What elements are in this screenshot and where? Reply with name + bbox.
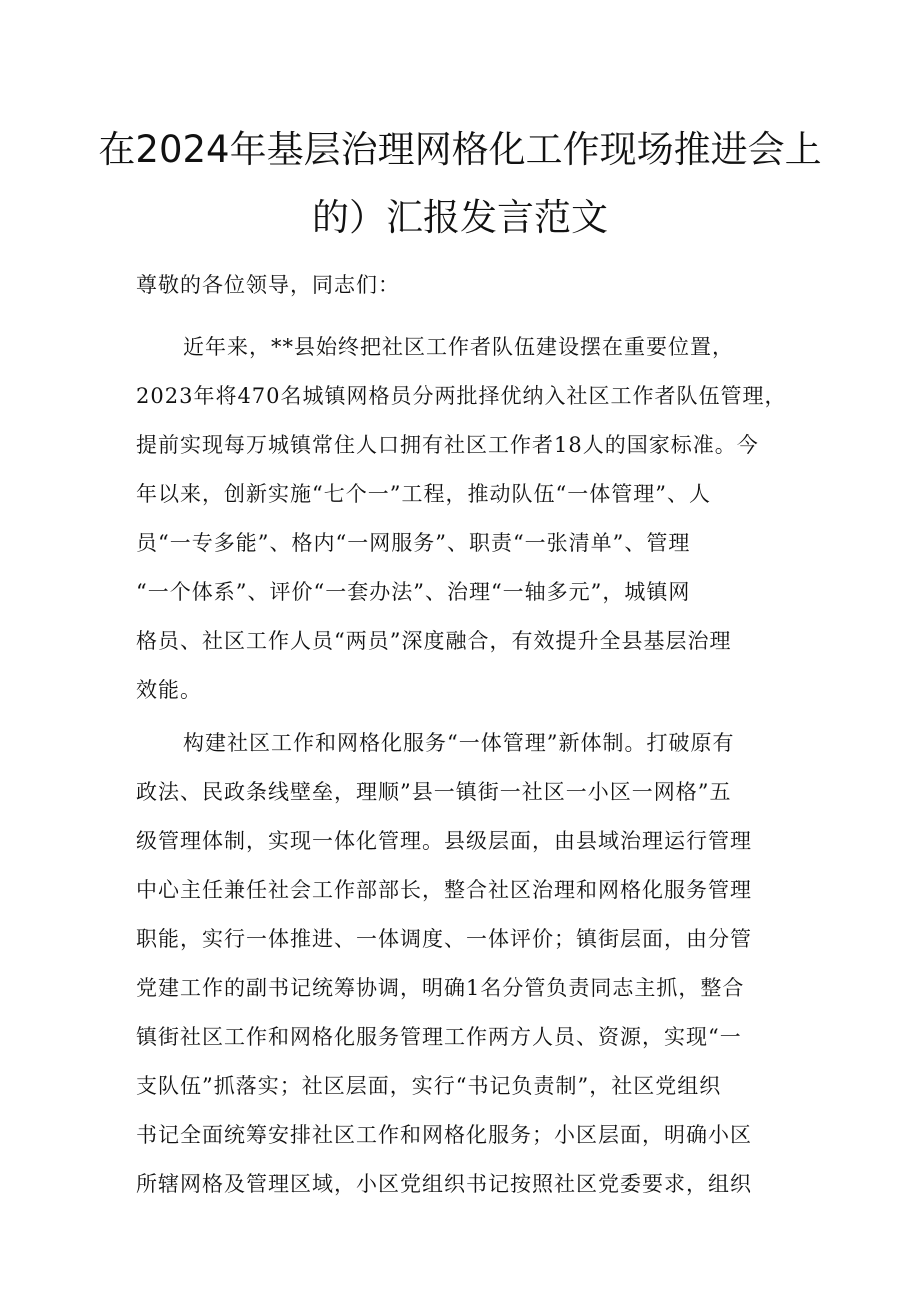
- paragraph-line: 党建工作的副书记统筹协调，明确1名分管负责同志主抓，整合: [136, 976, 745, 1000]
- greeting: 尊敬的各位领导，同志们：: [136, 273, 400, 297]
- paragraph-line: 构建社区工作和网格化服务“一体管理”新体制。打破原有: [183, 731, 735, 755]
- paragraph-line: 级管理体制，实现一体化管理。县级层面，由县域治理运行管理: [136, 829, 752, 853]
- paragraph-line: 员“一专多能”、格内“一网服务”、职责“一张清单”、管理: [136, 531, 691, 555]
- document-title-line-1: 在2024年基层治理网格化工作现场推进会上: [98, 128, 822, 171]
- paragraph-line: 政法、民政条线壁垒，理顺”县一镇街一社区一小区一网格”五: [136, 780, 732, 804]
- document-title-line-2: 的）汇报发言范文: [312, 196, 608, 239]
- paragraph-2: [136, 719, 786, 1209]
- paragraph-line: 书记全面统筹安排社区工作和网格化服务；小区层面，明确小区: [136, 1123, 752, 1147]
- paragraph-line: 年以来，创新实施“七个一”工程，推动队伍“一体管理”、人: [136, 482, 711, 506]
- paragraph-line: 2023年将470名城镇网格员分两批择优纳入社区工作者队伍管理，: [136, 384, 787, 408]
- paragraph-line: 格员、社区工作人员“两员”深度融合，有效提升全县基层治理: [136, 629, 732, 653]
- paragraph-line: 中心主任兼任社会工作部部长，整合社区治理和网格化服务管理: [136, 878, 752, 902]
- paragraph-line: 所辖网格及管理区域，小区党组织书记按照社区党委要求，组织: [136, 1172, 752, 1196]
- paragraph-line: 镇街社区工作和网格化服务管理工作两方人员、资源，实现“一: [136, 1025, 742, 1049]
- paragraph-line: 近年来，**县始终把社区工作者队伍建设摆在重要位置，: [183, 335, 734, 359]
- paragraph-line: 支队伍”抓落实；社区层面，实行“书记负责制”，社区党组织: [136, 1074, 722, 1098]
- paragraph-1: [136, 323, 786, 715]
- paragraph-line: “一个体系”、评价“一套办法”、治理“一轴多元”，城镇网: [136, 580, 691, 604]
- paragraph-line: 效能。: [136, 678, 202, 702]
- paragraph-line: 职能，实行一体推进、一体调度、一体评价；镇街层面，由分管: [136, 927, 752, 951]
- paragraph-line: 提前实现每万城镇常住人口拥有社区工作者18人的国家标准。今: [136, 433, 759, 457]
